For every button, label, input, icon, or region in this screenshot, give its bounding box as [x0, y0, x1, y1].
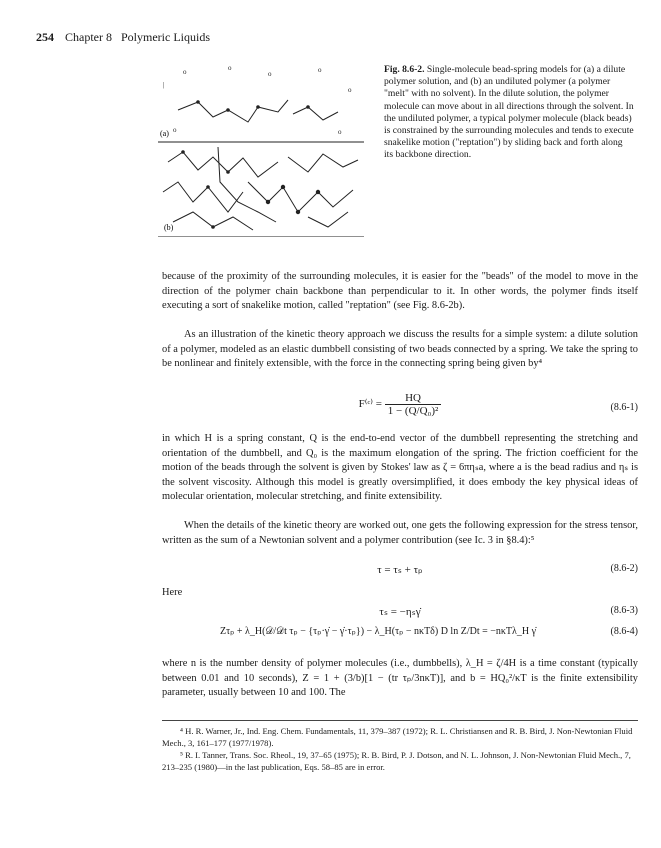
paragraph-3: in which H is a spring constant, Q is the end-to-end vector of the dumbbell representing the stretching and orientation of the dumbbell, and Q₀ is the maximum elongation of the spring. The friction coefficient for the motion of the beads through the solvent is given by Stokes' law as ζ = 6πηₛa, where a is the bead radius and ηₛ is the solvent viscosity. Although this model is greatly oversimplified, it does embody the key physical ideas of molecular orientation, molecular stretching, and finite extensibility. [162, 433, 638, 503]
paragraph-here: Here [162, 587, 183, 598]
eq1-numerator: HQ [385, 392, 442, 405]
svg-text:o: o [183, 68, 187, 76]
paragraph-5: where n is the number density of polymer molecules (i.e., dumbbells), λ_H = ζ/4H is a time constant (typically between 0.01 and 10 seconds), Z = 1 + (3/b)[1 − (tr τₚ/3nκT)], and b = HQ₀²/κT is the finite extensibility parameter, usually between 10 and 100. The [162, 658, 638, 699]
svg-text:o: o [318, 66, 322, 74]
footnote-4: ⁴ H. R. Warner, Jr., Ind. Eng. Chem. Fundamentals, 11, 379–387 (1972); R. L. Christiansen and R. B. Bird, J. Non-Newtonian Fluid Mech., 3, 161–177 (1977/1978). [162, 726, 633, 748]
paragraph-1: because of the proximity of the surrounding molecules, it is easier for the "beads" of the model to move in the direction of the polymer chain backbone than perpendicular to it. In other words, the polymer finds itself executing a sort of snakelike motion, called "reptation" (see Fig. 8.6-2b). [162, 271, 638, 312]
equation-8-6-1 [162, 392, 638, 428]
eq1-number: (8.6-1) [610, 402, 638, 413]
bead-spring-figure [158, 62, 364, 237]
figure-label-a: (a) [160, 129, 169, 138]
eq2-body: τ = τₛ + τₚ [377, 564, 423, 576]
svg-text:o: o [348, 86, 352, 94]
footnote-divider [162, 720, 638, 721]
svg-text:o: o [173, 126, 177, 134]
footnotes [162, 725, 638, 773]
equation-8-6-4 [162, 626, 638, 648]
svg-text:|: | [163, 81, 165, 89]
paragraph-4: When the details of the kinetic theory are worked out, one gets the following expression for the stress tensor, written as the sum of a Newtonian solvent and a polymer contribution (see Ic. 3 in §8.4):⁵ [162, 520, 638, 546]
page-number: 254 [36, 30, 54, 44]
eq4-number: (8.6-4) [610, 626, 638, 637]
eq1-denominator: 1 − (Q/Q₀)² [387, 405, 439, 417]
running-header [36, 30, 210, 45]
eq2-number: (8.6-2) [610, 563, 638, 574]
eq1-lhs: F⁽ᶜ⁾ = [358, 398, 382, 411]
eq3-number: (8.6-3) [610, 605, 638, 616]
paragraph-2: As an illustration of the kinetic theory approach we discuss the results for a simple system: a dilute solution of a polymer, modeled as an elastic dumbbell consisting of two beads connected by a spring. We take the spring to be nonlinear and finitely extensible, with the force in the connecting spring being given by⁴ [162, 329, 638, 370]
figure-label-b: (b) [164, 223, 174, 232]
footnote-5: ⁵ R. I. Tanner, Trans. Soc. Rheol., 19, 37–65 (1975); R. B. Bird, P. J. Dotson, and N. L. Johnson, J. Non-Newtonian Fluid Mech., 7, 213–235 (1980)—in the last publication, Eqs. 58–85 are in error. [162, 750, 631, 772]
svg-text:o: o [228, 64, 232, 72]
chapter-label: Chapter 8 [65, 30, 112, 44]
equation-8-6-3 [162, 605, 638, 621]
caption-text: Single-molecule bead-spring models for (a) a dilute polymer solution, and (b) an undiluted polymer (a polymer "melt" with no solvent). In the dilute solution, the polymer molecule can move about in all directions through the solvent. In the undiluted polymer, a typical polymer molecule (black beads) is constrained by the surrounding molecules and tends to execute snakelike motion ("reptation") by sliding back and forth along its backbone direction. [384, 64, 634, 161]
svg-text:o: o [268, 70, 272, 78]
svg-text:o: o [338, 128, 342, 136]
eq4-body: Zτₚ + λ_H(𝒟/𝒟t τₚ − {τₚ·γ̇ − γ̇·τₚ}) − λ_H(τₚ − nκTδ) D ln Z/Dt = −nκTλ_H γ̇ [219, 626, 537, 637]
equation-8-6-2 [162, 563, 638, 579]
figure-caption [384, 64, 634, 162]
eq3-body: τₛ = −ηₛγ̇ [379, 606, 421, 618]
chapter-title: Polymeric Liquids [121, 30, 210, 44]
caption-label: Fig. 8.6-2. [384, 64, 425, 75]
